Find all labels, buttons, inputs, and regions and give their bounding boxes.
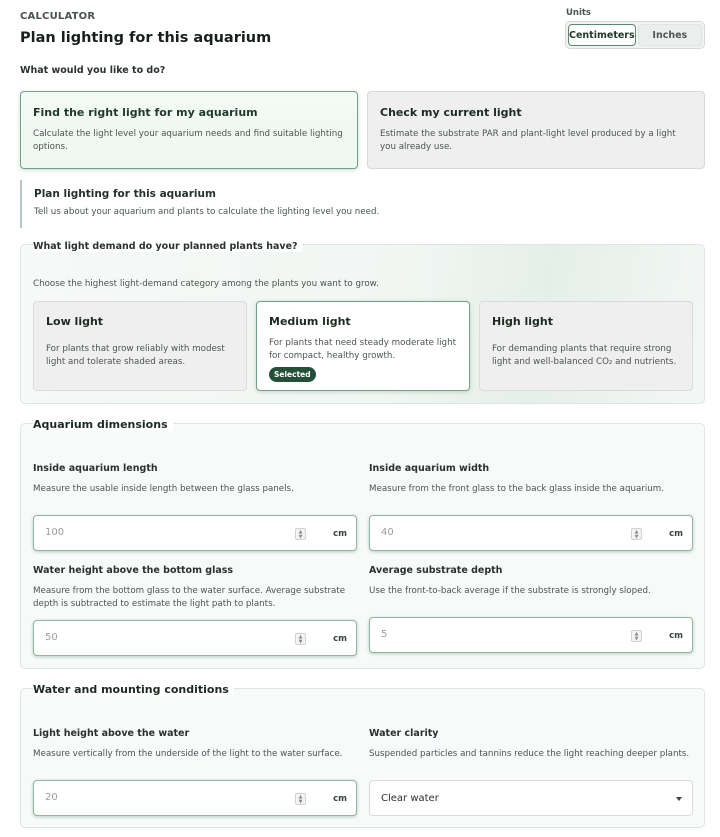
light-option-title: Medium light (269, 315, 351, 328)
substrate-depth-field (369, 565, 693, 642)
width-unit: cm (669, 529, 683, 539)
water-height-help: Measure from the bottom glass to the water surface. Average substrate depth is subtracted to estimate the light path to plants. (33, 586, 346, 609)
width-label: Inside aquarium width (369, 463, 490, 474)
mode-option-title: Find the right light for my aquarium (33, 106, 258, 119)
length-stepper[interactable]: ▲ ▼ (295, 528, 306, 540)
width-input[interactable] (369, 515, 693, 551)
water-height-label: Water height above the bottom glass (33, 565, 234, 576)
light-demand-panel (20, 241, 705, 404)
water-clarity-field (369, 728, 693, 804)
light-height-input[interactable] (33, 780, 357, 816)
units-control (565, 8, 705, 49)
water-conditions-title: Water and mounting conditions (33, 683, 234, 696)
light-height-value: 20 (45, 792, 58, 803)
width-field (369, 463, 693, 540)
mode-option-desc: Calculate the light level your aquarium needs and find suitable lighting options. (33, 129, 343, 152)
light-option-desc: For plants that grow reliably with modest light and tolerate shaded areas. (46, 344, 225, 367)
substrate-depth-label: Average substrate depth (369, 565, 503, 576)
width-stepper[interactable]: ▲ ▼ (631, 528, 642, 540)
length-unit: cm (333, 529, 347, 539)
light-option-desc: For plants that need steady moderate light for compact, healthy growth. (269, 338, 456, 361)
section-intro-desc: Tell us about your aquarium and plants to calculate the lighting level you need. (34, 207, 380, 217)
mode-option-check-light[interactable] (367, 91, 705, 169)
water-height-value: 50 (45, 632, 58, 643)
aquarium-dimensions-title: Aquarium dimensions (33, 418, 173, 431)
light-height-field (33, 728, 357, 805)
light-option-desc: For demanding plants that require strong light and well-balanced CO₂ and nutrients. (492, 344, 677, 367)
substrate-depth-value: 5 (381, 629, 388, 640)
selected-badge: Selected (269, 367, 316, 382)
light-demand-help: Choose the highest light-demand category among the plants you want to grow. (33, 279, 379, 289)
width-help: Measure from the front glass to the back glass inside the aquarium. (369, 484, 665, 494)
light-height-stepper[interactable]: ▲ ▼ (295, 793, 306, 805)
width-value: 40 (381, 527, 394, 538)
light-height-unit: cm (333, 794, 347, 804)
mode-option-find-light[interactable] (20, 91, 358, 169)
water-height-unit: cm (333, 634, 347, 644)
water-clarity-select[interactable] (369, 780, 693, 816)
water-clarity-help: Suspended particles and tannins reduce the light reaching deeper plants. (369, 749, 690, 759)
section-intro (20, 180, 379, 228)
substrate-depth-input[interactable] (369, 617, 693, 653)
eyebrow-label: CALCULATOR (20, 11, 96, 22)
water-clarity-value: Clear water (381, 793, 439, 804)
length-label: Inside aquarium length (33, 463, 158, 474)
page-title: Plan lighting for this aquarium (20, 30, 272, 46)
length-input[interactable] (33, 515, 357, 551)
substrate-depth-stepper[interactable]: ▲ ▼ (631, 630, 642, 642)
mode-option-desc: Estimate the substrate PAR and plant-light level produced by a light you already use. (380, 129, 676, 152)
units-centimeters-button[interactable]: Centimeters (568, 24, 636, 46)
water-clarity-label: Water clarity (369, 728, 439, 739)
length-help: Measure the usable inside length between the glass panels. (33, 484, 294, 494)
light-option-title: Low light (46, 315, 104, 328)
water-conditions-group (20, 683, 705, 828)
aquarium-dimensions-group (20, 418, 705, 669)
substrate-depth-help: Use the front-to-back average if the substrate is strongly sloped. (369, 586, 651, 596)
light-height-help: Measure vertically from the underside of the light to the water surface. (33, 749, 343, 759)
water-height-stepper[interactable]: ▲ ▼ (295, 633, 306, 645)
water-height-input[interactable] (33, 620, 357, 656)
section-intro-title: Plan lighting for this aquarium (34, 188, 216, 200)
mode-option-title: Check my current light (380, 106, 522, 119)
water-height-field (33, 565, 357, 645)
light-demand-question: What light demand do your planned plants have? (33, 241, 302, 252)
chevron-down-icon (676, 797, 682, 801)
light-option-title: High light (492, 315, 554, 328)
units-toggle (565, 21, 705, 49)
length-value: 100 (45, 527, 65, 538)
light-height-label: Light height above the water (33, 728, 190, 739)
light-option-medium[interactable] (256, 301, 470, 391)
mode-question: What would you like to do? (20, 65, 166, 76)
substrate-depth-unit: cm (669, 631, 683, 641)
units-inches-button[interactable]: Inches (638, 24, 702, 46)
light-option-high[interactable] (479, 301, 693, 391)
units-label: Units (566, 8, 591, 18)
light-option-low[interactable] (33, 301, 247, 391)
length-field (33, 463, 357, 540)
